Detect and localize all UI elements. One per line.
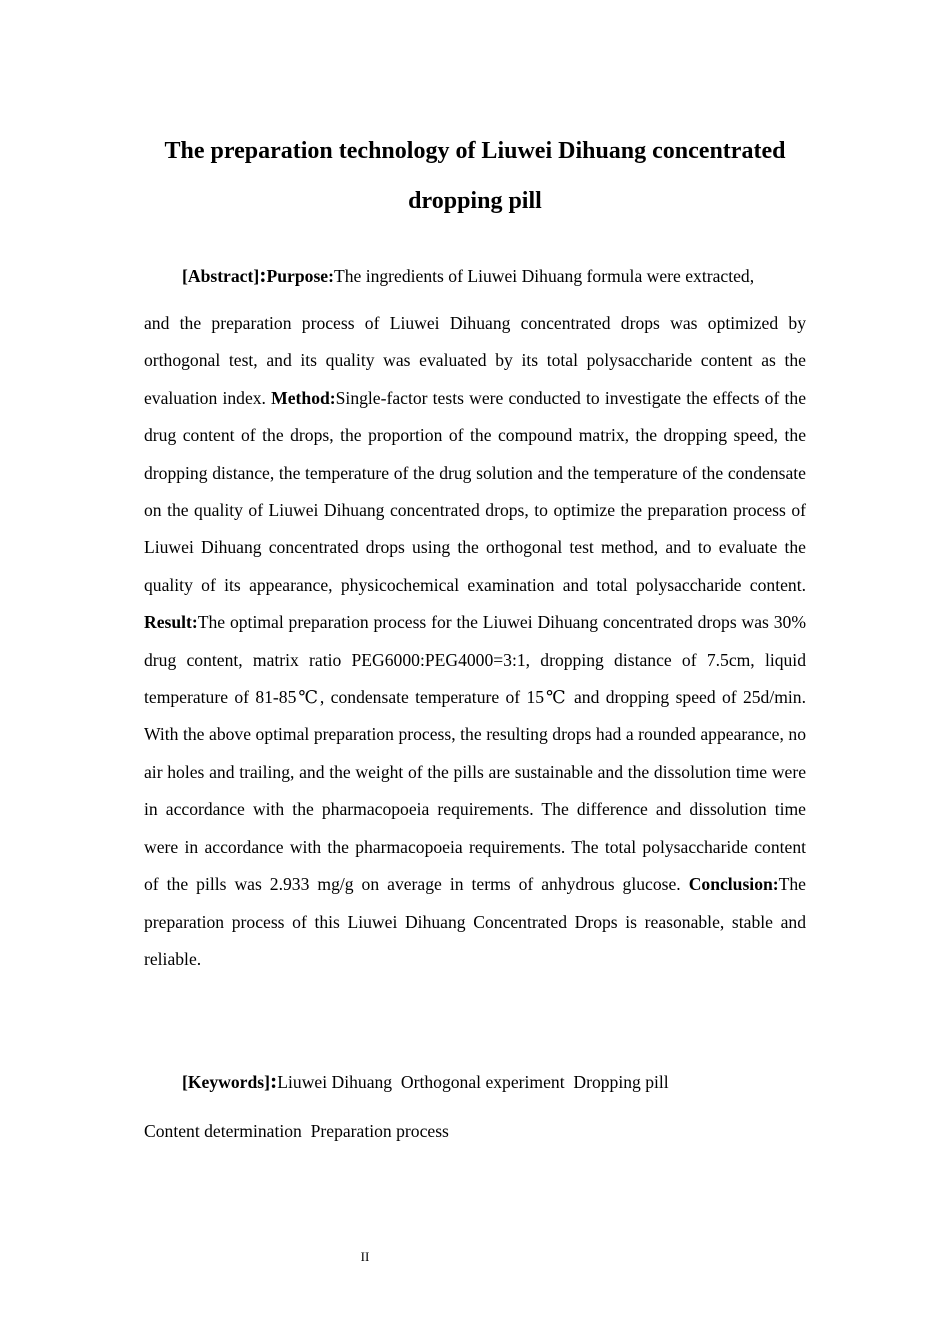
result-text: The optimal preparation process for the Liuwei Dihuang concentrated drops was 30% drug content, matrix ratio PEG6000:PEG4000=3:1, dropping distance of 7.5cm, liquid temperature of 81-85℃, condensate temperature of 15℃ and dropping speed of 25d/min. With the above optimal preparation process, the resulting drops had a rounded appearance, no air holes and trailing, and the weight of the pills are sustainable and the dissolution time were in accordance with the pharmacopoeia requirements. The difference and dissolution time were in accordance with the pharmacopoeia requirements. The total polysaccharide content of the pills was 2.933 mg/g on average in terms of anhydrous glucose. (144, 612, 806, 895)
keywords-label: [Keywords] (182, 1072, 270, 1092)
method-label: Method: (271, 387, 336, 408)
abstract-label-colon: : (259, 262, 267, 287)
purpose-first-line: The ingredients of Liuwei Dihuang formula were extracted, (333, 266, 755, 286)
result-label: Result: (144, 612, 198, 633)
keyword-item: Orthogonal experiment (400, 1072, 565, 1092)
keywords-label-colon: : (269, 1068, 278, 1093)
keyword-item: Liuwei Dihuang (277, 1072, 393, 1092)
method-text: Single-factor tests were conducted to investigate the effects of the drug content of the drops, the proportion of the compound matrix, the dropping speed, the dropping distance, the temperature of the drug solution and the temperature of the condensate on the quality of Liuwei Dihuang concentrated drops, to optimize the preparation process of Liuwei Dihuang concentrated drops using the orthogonal test method, and to evaluate the quality of its appearance, physicochemical examination and total polysaccharide content. (144, 387, 807, 595)
keyword-item: Dropping pill (573, 1072, 669, 1092)
abstract-label: [Abstract] (182, 266, 260, 286)
purpose-text: and the preparation process of Liuwei Dihuang concentrated drops was optimized by orthogonal test, and its quality was evaluated by its total polysaccharide content as the evaluation index. (144, 313, 806, 408)
abstract-first-line (144, 255, 806, 296)
abstract-body (144, 305, 806, 978)
title-line-2: dropping pill (408, 188, 542, 214)
keyword-item: Preparation process (310, 1121, 449, 1141)
purpose-label: Purpose: (266, 266, 334, 286)
title-line-1: The preparation technology of Liuwei Dihuang concentrated (164, 138, 786, 164)
conclusion-text: The preparation process of this Liuwei Dihuang Concentrated Drops is reasonable, stable and reliable. (144, 874, 806, 969)
keywords-line-1 (144, 1061, 806, 1102)
keywords-line-2 (144, 1111, 806, 1151)
paper-title (130, 126, 820, 226)
page-number: II (360, 1249, 370, 1264)
conclusion-label: Conclusion: (688, 874, 779, 895)
keyword-item: Content determination (144, 1121, 302, 1141)
